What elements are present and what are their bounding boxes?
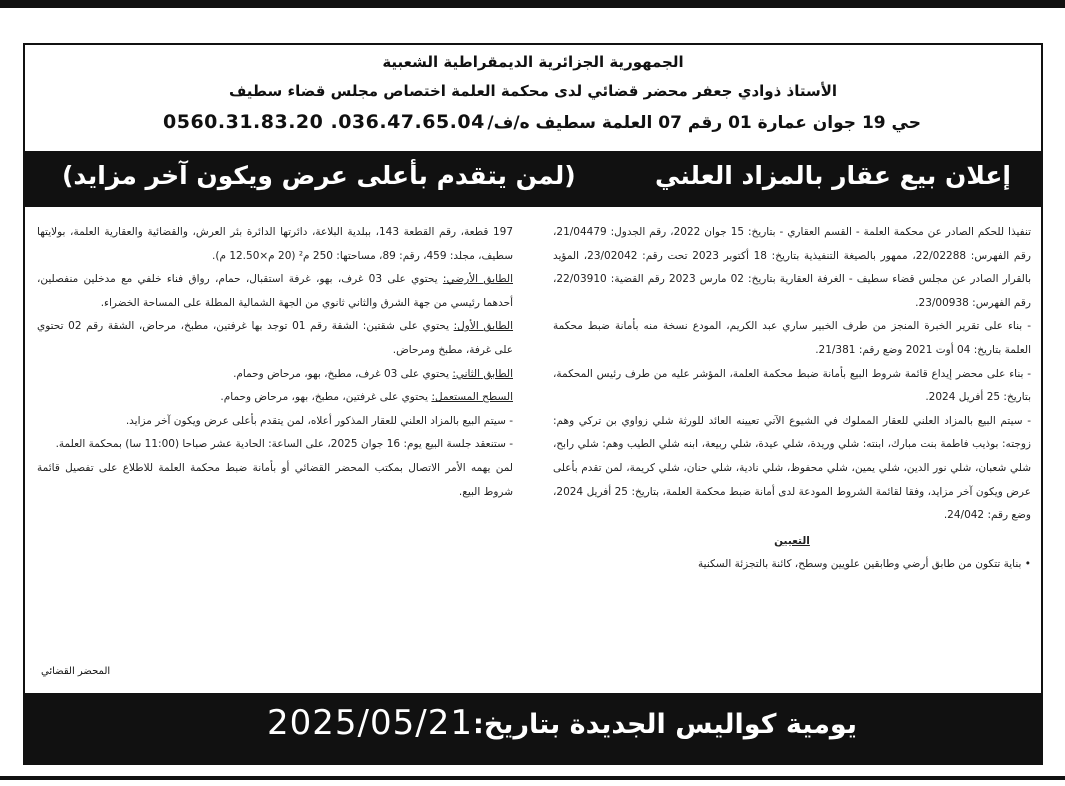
auction-notice [23,43,1043,765]
paragraph: تنفيذا للحكم الصادر عن محكمة العلمة - القسم العقاري - بتاريخ: 15 جوان 2022، رقم الجدول: 21/04479، رقم الفهرس: 22/02288، ممهور بالصيغة التنفيذية بتاريخ: 18 أكتوبر 2023 تحت رقم: 23/02042، المؤيد بالقرار الصادر عن مجلس قضاء سطيف - الغرفة العقارية بتاريخ: 02 مارس 2023 رقم القضية: 22/03910، رقم الفهرس: 23/00938. [553,226,1032,309]
session-note: - ستنعقد جلسة البيع يوم: 16 جوان 2025، على الساعة: الحادية عشر صباحا (11:00 سا) بمحكمة العلمة. [55,438,513,451]
top-page-rule [0,0,1065,8]
first-floor-text: يحتوي على شقتين: الشقة رقم 01 توجد بها غرفتين، مطبخ، مرحاض، الشقة رقم 02 تحتوي على غرفة، مطبخ ومرحاض. [37,320,513,356]
ground-floor-label: الطابق الأرضي: [442,273,513,286]
designation-text: • بناية تتكون من طابق أرضي وطابقين علويين وسطح، كائنة بالتجزئة السكنية [698,558,1031,571]
sale-note: - سيتم البيع بالمزاد العلني للعقار المذكور أعلاه، لمن يتقدم بأعلى عرض ويكون آخر مزايد. [125,414,513,427]
first-floor-label: الطابق الأول: [453,320,514,333]
left-text-column [37,221,513,504]
second-floor-paragraph [37,363,513,387]
announcement-band [25,151,1041,207]
publication-date: 2025/05/21 [267,703,473,743]
right-text-column [553,221,1031,577]
ground-floor-text: يحتوي على 03 غرف، بهو، غرفة استقبال، حمام، رواق فناء خلفي مع مدخلين منفصلين، أحدهما رئيسي من جهة الشرق والثاني ثانوي من الجهة الشمالية المطلة على المساحة الخضراء. [37,273,513,309]
newspaper-label: يومية كواليس الجديدة بتاريخ: [473,709,857,740]
announcement-title: إعلان بيع عقار بالمزاد العلني [655,161,1011,190]
publication-footer [25,693,1041,763]
roof-paragraph [37,386,513,410]
bailiff-phones: 0560.31.83.20 .036.47.65.04 [163,111,485,133]
bailiff-title: الأستاذ ذوادي جعفر محضر قضائي لدى محكمة العلمة اختصاص مجلس قضاء سطيف [228,82,838,100]
bailiff-signature: المحضر القضائي [41,666,111,677]
roof-label: السطح المستعمل: [431,391,513,404]
ground-floor-paragraph [37,268,513,315]
contact-note: لمن يهمه الأمر الاتصال بمكتب المحضر القضائي أو بأمانة ضبط محكمة العلمة للاطلاع على تفصيل قائمة شروط البيع. [37,461,513,498]
first-floor-paragraph [37,315,513,362]
second-floor-label: الطابق الثاني: [452,367,513,380]
paragraph: - بناء على تقرير الخبرة المنجز من طرف الخبير ساري عبد الكريم، المودع نسخة منه بأمانة ضبط محكمة العلمة بتاريخ: 04 أوت 2021 وضع رقم: 21/381. [553,320,1031,356]
bottom-page-rule [0,776,1065,780]
paragraph: - بناء على محضر إيداع قائمة شروط البيع بأمانة ضبط محكمة العلمة، المؤشر عليه من طرف رئيس المحكمة، بتاريخ: 25 أفريل 2024. [553,367,1031,404]
announcement-subtitle: (لمن يتقدم بأعلى عرض ويكون آخر مزايد) [62,161,576,190]
roof-text: يحتوي على غرفتين، مطبخ، بهو، مرحاض وحمام. [220,391,429,404]
parcel-description: 197 قطعة، رقم القطعة 143، ببلدية البلاعة، دائرتها الدائرة بئر العرش، والقضائية والعقارية العلمة، بولايتها سطيف، مجلد: 459، رقم: 89، مساحتها: 250 م² (20 م×12.50 م). [37,226,513,262]
bailiff-address: حي 19 جوان عمارة 01 رقم 07 العلمة سطيف ه/ف/ [487,113,921,133]
designation-title: التعيين [774,534,810,547]
republic-title: الجمهورية الجزائرية الديمقراطية الشعبية [382,53,684,71]
notice-header [25,45,1041,149]
second-floor-text: يحتوي على 03 غرف، مطبخ، بهو، مرحاض وحمام. [233,367,449,380]
paragraph: - سيتم البيع بالمزاد العلني للعقار المملوك في الشيوع الآتي تعيينه العائد للورثة شلي زواوي بن تركي وهم: زوجته: بوذيب فاطمة بنت مبارك، ابنته: شلي وريدة، شلي عيدة، شلي ربيعة، ابنه شلي الطيب وهم: شلي رابح، شلي شعبان، شلي نور الدين، شلي يمين، شلي محفوظ، شلي نادية، شلي حنان، شلي كريمة، لمن تقدم بأعلى عرض ويكون آخر مزايد، وفقا لقائمة الشروط المودعة لدى أمانة ضبط محكمة العلمة، بتاريخ: 25 أفريل 2024، وضع رقم: 24/042. [553,414,1031,522]
